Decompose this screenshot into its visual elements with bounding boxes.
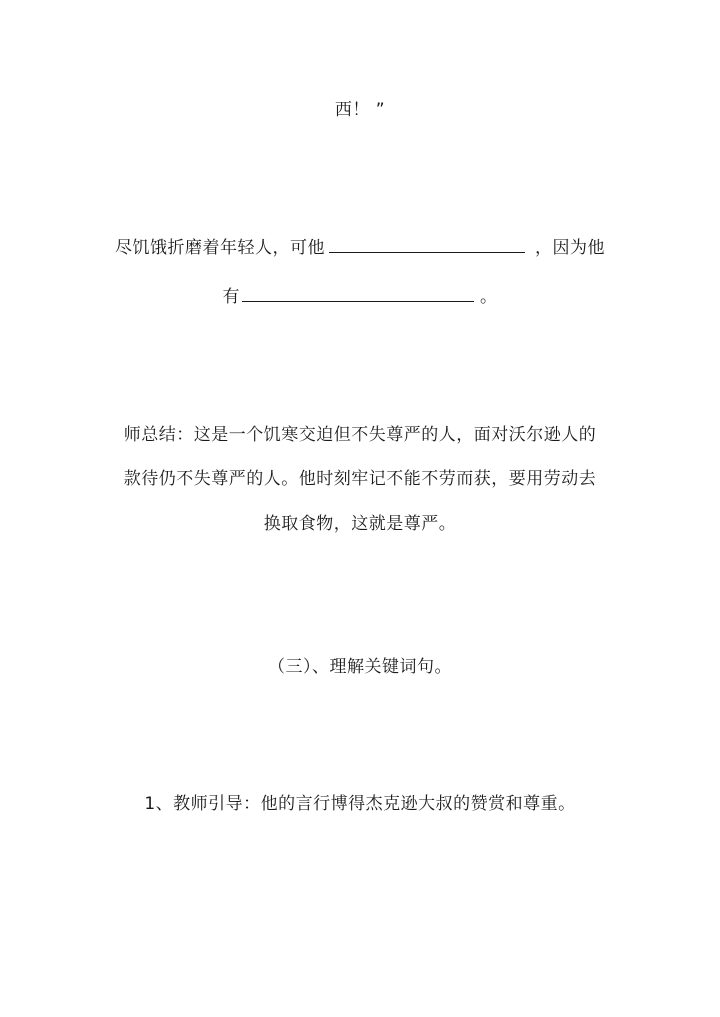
teacher-summary-text-1: 师总结：这是一个饥寒交迫但不失尊严的人，面对沃尔逊人的	[123, 425, 597, 445]
text-line-quote-end	[0, 98, 720, 122]
fill-blank-text-before-2: 有	[222, 287, 240, 307]
section-heading-text: （三）、理解关键词句。	[268, 657, 452, 677]
teacher-summary-line-2	[0, 467, 720, 491]
teacher-summary-line-3	[0, 512, 720, 536]
teacher-summary-line-1	[0, 423, 720, 447]
teacher-summary-text-2: 款待仍不失尊严的人。他时刻牢记不能不劳而获，要用劳动去	[123, 469, 597, 489]
fill-blank-line-2	[0, 285, 720, 309]
fill-blank-text-before: 尽饥饿折磨着年轻人，可他	[115, 238, 325, 258]
answer-blank-2	[242, 285, 474, 302]
fill-blank-text-after: ，因为他	[535, 238, 605, 258]
teacher-summary-text-3: 换取食物，这就是尊严。	[263, 514, 457, 534]
answer-blank-1	[329, 236, 525, 253]
section-heading	[0, 655, 720, 679]
list-item	[0, 792, 720, 816]
quote-end-text: 西！ ”	[334, 100, 386, 120]
fill-blank-text-after-2: 。	[480, 287, 498, 307]
list-item-text: 1、教师引导：他的言行博得杰克逊大叔的赞赏和尊重。	[144, 794, 576, 814]
fill-blank-line-1	[0, 236, 720, 260]
